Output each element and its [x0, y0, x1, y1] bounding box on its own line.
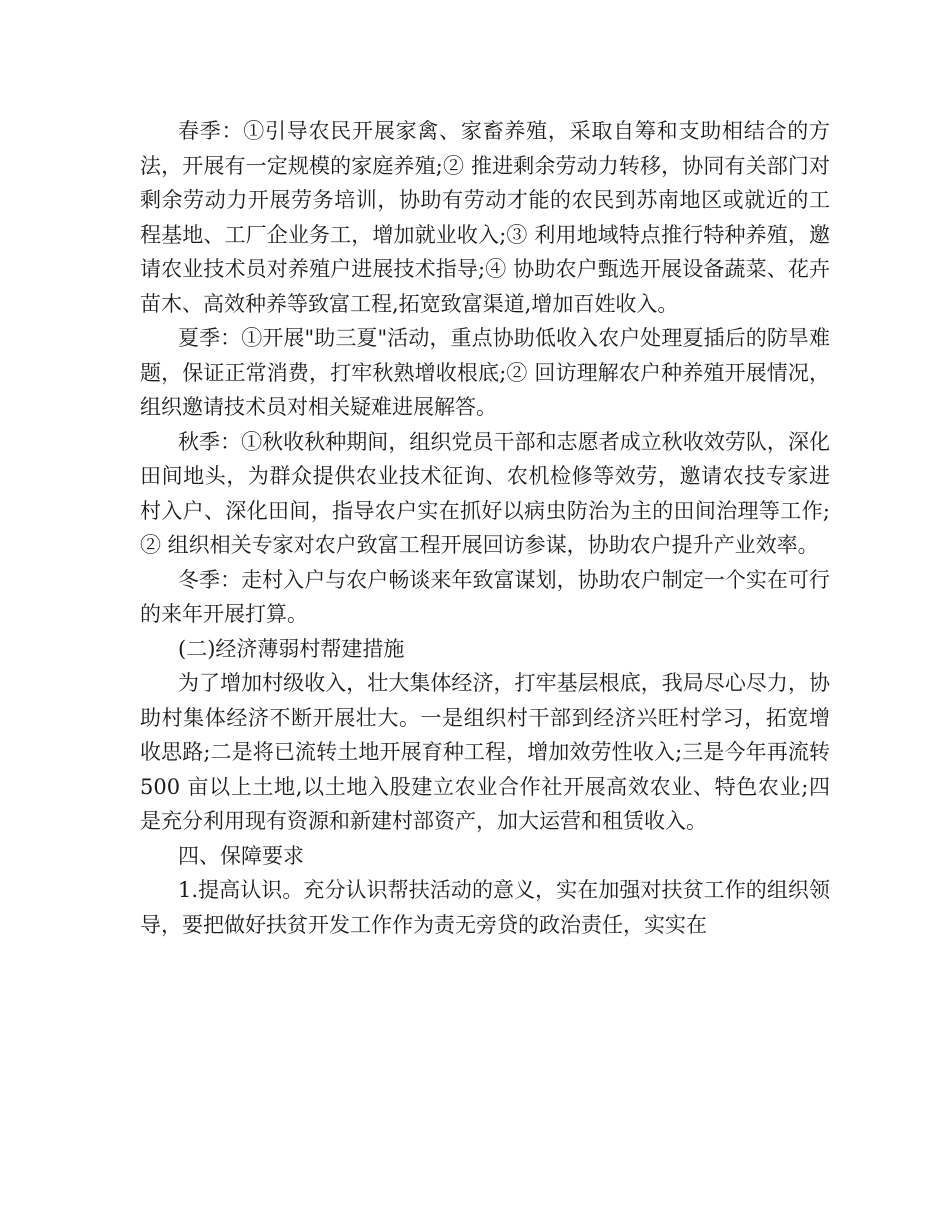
- section-heading-guarantee-requirements: 四、保障要求: [178, 843, 304, 868]
- paragraph-autumn: 秋季：①秋收秋种期间，组织党员干部和志愿者成立秋收效劳队，深化田间地头，为群众提供农业技术征询、农机检修等效劳，邀请农技专家进村入户、深化田间，指导农户实在抓好以病虫防治为主的田间治理等工作;② 组织相关专家对农户致富工程开展回访参谋，协助农户提升产业效率。: [140, 429, 830, 557]
- paragraph-weak-village-measures: 为了增加村级收入，壮大集体经济，打牢基层根底，我局尽心尽力，协助村集体经济不断开展壮大。一是组织村干部到经济兴旺村学习，拓宽增收思路;二是将已流转土地开展育种工程，增加效劳性收入;三是今年再流转 500 亩以上土地,以土地入股建立农业合作社开展高效农业、特色农业;四是充分利用现有资源和新建村部资产，加大运营和租赁收入。: [140, 671, 830, 833]
- section-heading-weak-village-measures: (二)经济薄弱村帮建措施: [178, 636, 405, 661]
- paragraph-spring: 春季：①引导农民开展家禽、家畜养殖，采取自筹和支助相结合的方法，开展有一定规模的家庭养殖;② 推进剩余劳动力转移，协同有关部门对剩余劳动力开展劳务培训，协助有劳动才能的农民到苏南地区或就近的工程基地、工厂企业务工，增加就业收入;③ 利用地域特点推行特种养殖，邀请农业技术员对养殖户进展技术指导;④ 协助农户甄选开展设备蔬菜、花卉苗木、高效种养等致富工程,拓宽致富渠道,增加百姓收入。: [140, 119, 830, 316]
- paragraph-summer: 夏季：①开展"助三夏"活动，重点协助低收入农户处理夏插后的防旱难题，保证正常消费，打牢秋熟增收根底;② 回访理解农户种养殖开展情况，组织邀请技术员对相关疑难进展解答。: [140, 326, 830, 419]
- paragraph-raise-awareness: 1.提高认识。充分认识帮扶活动的意义，实在加强对扶贫工作的组织领导，要把做好扶贫开发工作作为责无旁贷的政治责任，实实在: [140, 878, 830, 937]
- document-body: [140, 114, 830, 942]
- paragraph-winter: 冬季：走村入户与农户畅谈来年致富谋划，协助农户制定一个实在可行的来年开展打算。: [140, 567, 830, 626]
